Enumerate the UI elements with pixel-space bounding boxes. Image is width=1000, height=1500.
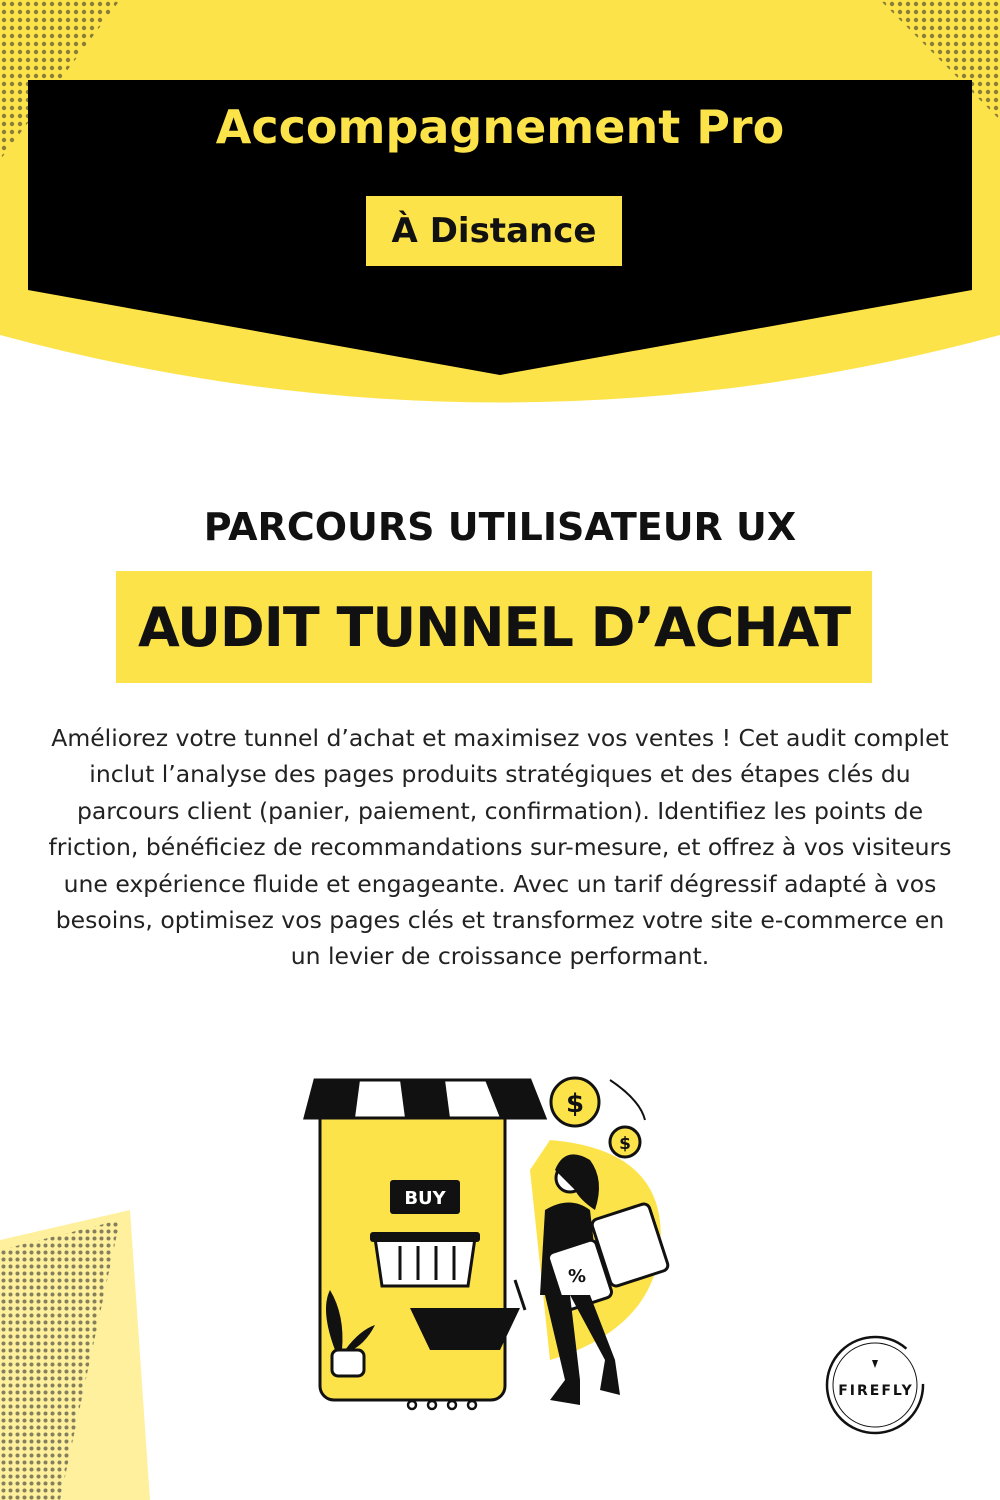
buy-label: BUY [404,1188,446,1209]
halftone-decoration [0,1200,150,1500]
shopping-illustration [300,1060,680,1420]
coin-large: $ [565,1089,585,1119]
percent-label: % [568,1266,587,1287]
description-text: Améliorez votre tunnel d’achat et maximisez vos ventes ! Cet audit complet inclut l’analyse des pages produits stratégiques et des étapes clés du parcours client (panier, paiement, confirmation). Identifiez les points de friction, bénéficiez de recommandations sur-mesure, et offrez à vos visiteurs une expérience fluide et engageante. Avec un tarif dégressif adapté à vos besoins, optimisez vos pages clés et transformez votre site e-commerce en un levier de croissance performant. [48,724,952,971]
subtitle-badge: À Distance [366,196,622,266]
headline-highlight [116,571,872,683]
header-title: Accompagnement Pro [215,100,785,154]
section-kicker: PARCOURS UTILISATEUR UX [203,505,797,549]
coin-small: $ [619,1134,631,1154]
headline: AUDIT TUNNEL D’ACHAT [137,595,851,659]
brand-name: FIREFLY [838,1383,914,1399]
